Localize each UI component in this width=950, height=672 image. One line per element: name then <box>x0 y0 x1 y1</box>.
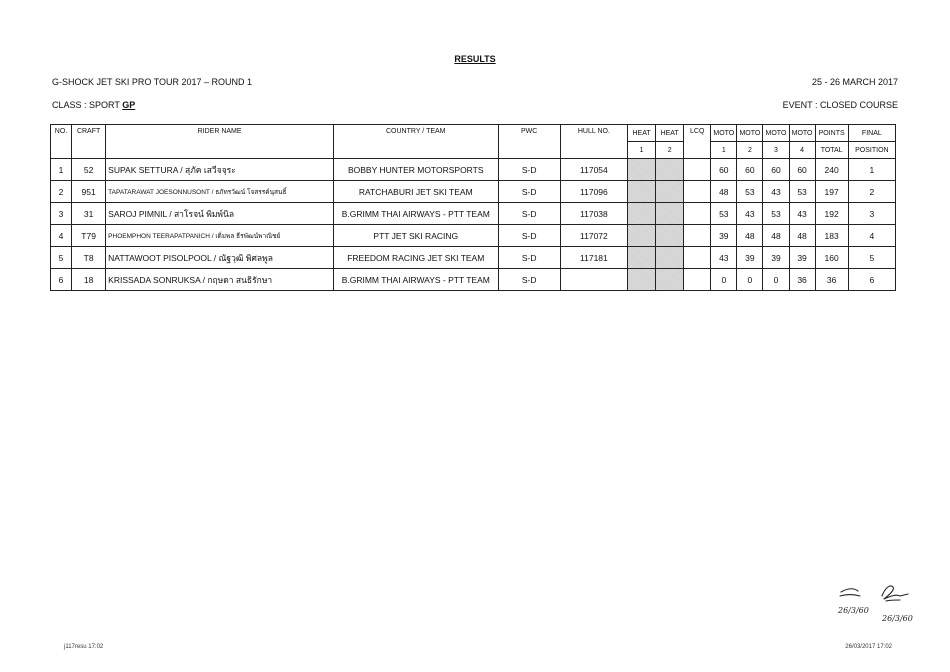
cell-final-position: 5 <box>848 247 895 269</box>
cell-no: 5 <box>51 247 72 269</box>
cell-moto2: 60 <box>737 159 763 181</box>
cell-final-position: 2 <box>848 181 895 203</box>
header-points: POINTS <box>815 125 848 142</box>
cell-moto2: 48 <box>737 225 763 247</box>
cell-no: 4 <box>51 225 72 247</box>
signature-date-2: 26/3/60 <box>882 614 913 623</box>
event-date: 25 - 26 MARCH 2017 <box>811 77 898 87</box>
table-row <box>51 159 896 181</box>
event-name: G-SHOCK JET SKI PRO TOUR 2017 – ROUND 1 <box>52 77 253 87</box>
cell-craft: 31 <box>72 203 106 225</box>
header-heat1: HEAT <box>628 125 656 142</box>
header-moto4-num: 4 <box>789 142 815 159</box>
cell-craft: 18 <box>72 269 106 291</box>
header-moto2: MOTO <box>737 125 763 142</box>
cell-no: 2 <box>51 181 72 203</box>
cell-moto3: 53 <box>763 203 789 225</box>
class-label: CLASS : SPORT <box>52 100 123 110</box>
cell-heat2 <box>656 181 684 203</box>
header-points-total: TOTAL <box>815 142 848 159</box>
class-value: GP <box>122 100 136 110</box>
table-row <box>51 269 896 291</box>
table-row <box>51 181 896 203</box>
signature-date-1: 26/3/60 <box>838 606 869 615</box>
event-type: EVENT : CLOSED COURSE <box>782 100 898 110</box>
cell-rider: SAROJ PIMNIL / สาโรจน์ พิมพ์นิล <box>106 203 334 225</box>
header-country-team: COUNTRY / TEAM <box>333 125 498 159</box>
cell-team: BOBBY HUNTER MOTORSPORTS <box>333 159 498 181</box>
header-no: NO. <box>51 125 72 159</box>
header-craft: CRAFT <box>72 125 106 159</box>
cell-hull: 117096 <box>560 181 627 203</box>
cell-moto4: 43 <box>789 203 815 225</box>
signature-stroke <box>841 589 858 592</box>
cell-points-total: 183 <box>815 225 848 247</box>
cell-moto4: 39 <box>789 247 815 269</box>
footer-right: 26/03/2017 17:02 <box>845 644 892 650</box>
cell-moto4: 53 <box>789 181 815 203</box>
cell-pwc: S-D <box>498 269 560 291</box>
cell-hull: 117054 <box>560 159 627 181</box>
cell-heat1 <box>628 203 656 225</box>
cell-team: B.GRIMM THAI AIRWAYS - PTT TEAM <box>333 269 498 291</box>
cell-moto1: 39 <box>711 225 737 247</box>
cell-lcq <box>684 225 711 247</box>
cell-pwc: S-D <box>498 247 560 269</box>
footer-left: j117resu 17:02 <box>64 644 104 650</box>
cell-moto2: 0 <box>737 269 763 291</box>
signature-stroke <box>886 600 900 601</box>
cell-moto3: 0 <box>763 269 789 291</box>
cell-moto2: 43 <box>737 203 763 225</box>
header-moto3: MOTO <box>763 125 789 142</box>
cell-pwc: S-D <box>498 203 560 225</box>
cell-team: PTT JET SKI RACING <box>333 225 498 247</box>
cell-heat1 <box>628 181 656 203</box>
header-final: FINAL <box>848 125 895 142</box>
cell-moto4: 60 <box>789 159 815 181</box>
header-row-top <box>51 125 896 142</box>
header-rider-name: RIDER NAME <box>106 125 334 159</box>
cell-heat2 <box>656 225 684 247</box>
cell-team: RATCHABURI JET SKI TEAM <box>333 181 498 203</box>
table-row <box>51 225 896 247</box>
header-moto1: MOTO <box>711 125 737 142</box>
cell-final-position: 1 <box>848 159 895 181</box>
header-moto1-num: 1 <box>711 142 737 159</box>
cell-heat2 <box>656 203 684 225</box>
results-table <box>50 124 896 291</box>
cell-heat2 <box>656 247 684 269</box>
signature-stroke <box>882 586 908 599</box>
cell-points-total: 160 <box>815 247 848 269</box>
cell-rider: SUPAK SETTURA / สุภัค เสวีจจุระ <box>106 159 334 181</box>
cell-moto3: 48 <box>763 225 789 247</box>
cell-moto1: 60 <box>711 159 737 181</box>
cell-moto3: 39 <box>763 247 789 269</box>
cell-rider: KRISSADA SONRUKSA / กฤษดา สนธิรักษา <box>106 269 334 291</box>
cell-points-total: 240 <box>815 159 848 181</box>
header-moto4: MOTO <box>789 125 815 142</box>
cell-team: FREEDOM RACING JET SKI TEAM <box>333 247 498 269</box>
signature-image <box>838 582 920 628</box>
header-heat2-num: 2 <box>656 142 684 159</box>
header-moto3-num: 3 <box>763 142 789 159</box>
cell-heat2 <box>656 269 684 291</box>
cell-heat1 <box>628 247 656 269</box>
header-lcq: LCQ <box>684 125 711 159</box>
header-moto2-num: 2 <box>737 142 763 159</box>
cell-craft: T8 <box>72 247 106 269</box>
cell-points-total: 192 <box>815 203 848 225</box>
cell-moto1: 53 <box>711 203 737 225</box>
cell-hull: 117038 <box>560 203 627 225</box>
table-row <box>51 203 896 225</box>
cell-team: B.GRIMM THAI AIRWAYS - PTT TEAM <box>333 203 498 225</box>
cell-lcq <box>684 181 711 203</box>
cell-lcq <box>684 159 711 181</box>
cell-pwc: S-D <box>498 225 560 247</box>
header-hull-no: HULL NO. <box>560 125 627 159</box>
header-heat1-num: 1 <box>628 142 656 159</box>
page-title: RESULTS <box>454 54 496 64</box>
cell-pwc: S-D <box>498 159 560 181</box>
cell-moto2: 53 <box>737 181 763 203</box>
table-row <box>51 247 896 269</box>
cell-heat1 <box>628 269 656 291</box>
cell-craft: T79 <box>72 225 106 247</box>
cell-pwc: S-D <box>498 181 560 203</box>
cell-heat1 <box>628 225 656 247</box>
cell-final-position: 6 <box>848 269 895 291</box>
cell-craft: 951 <box>72 181 106 203</box>
cell-lcq <box>684 247 711 269</box>
cell-moto1: 0 <box>711 269 737 291</box>
cell-moto1: 48 <box>711 181 737 203</box>
header-pwc: PWC <box>498 125 560 159</box>
cell-rider: NATTAWOOT PISOLPOOL / ณัฐวุฒิ พิศลพูล <box>106 247 334 269</box>
cell-points-total: 197 <box>815 181 848 203</box>
cell-moto3: 60 <box>763 159 789 181</box>
cell-moto4: 48 <box>789 225 815 247</box>
cell-rider: PHOEMPHON TEERAPATPANICH / เติ่มพล ธีรพัฒน์พาณิชย์ <box>106 225 334 247</box>
cell-final-position: 4 <box>848 225 895 247</box>
cell-heat2 <box>656 159 684 181</box>
cell-craft: 52 <box>72 159 106 181</box>
cell-moto2: 39 <box>737 247 763 269</box>
cell-no: 3 <box>51 203 72 225</box>
cell-moto1: 43 <box>711 247 737 269</box>
cell-no: 1 <box>51 159 72 181</box>
signature-stroke <box>840 595 860 597</box>
cell-moto3: 43 <box>763 181 789 203</box>
class-line <box>52 100 135 110</box>
cell-hull: 117072 <box>560 225 627 247</box>
cell-hull <box>560 269 627 291</box>
cell-final-position: 3 <box>848 203 895 225</box>
cell-moto4: 36 <box>789 269 815 291</box>
cell-heat1 <box>628 159 656 181</box>
header-final-position: POSITION <box>848 142 895 159</box>
cell-no: 6 <box>51 269 72 291</box>
cell-hull: 117181 <box>560 247 627 269</box>
cell-rider: TAPATARAWAT JOESONNUSONT / ธภัทรวัฒน์ โจสรรค์นุสนธิ์ <box>106 181 334 203</box>
cell-lcq <box>684 269 711 291</box>
cell-points-total: 36 <box>815 269 848 291</box>
header-heat2: HEAT <box>656 125 684 142</box>
cell-lcq <box>684 203 711 225</box>
